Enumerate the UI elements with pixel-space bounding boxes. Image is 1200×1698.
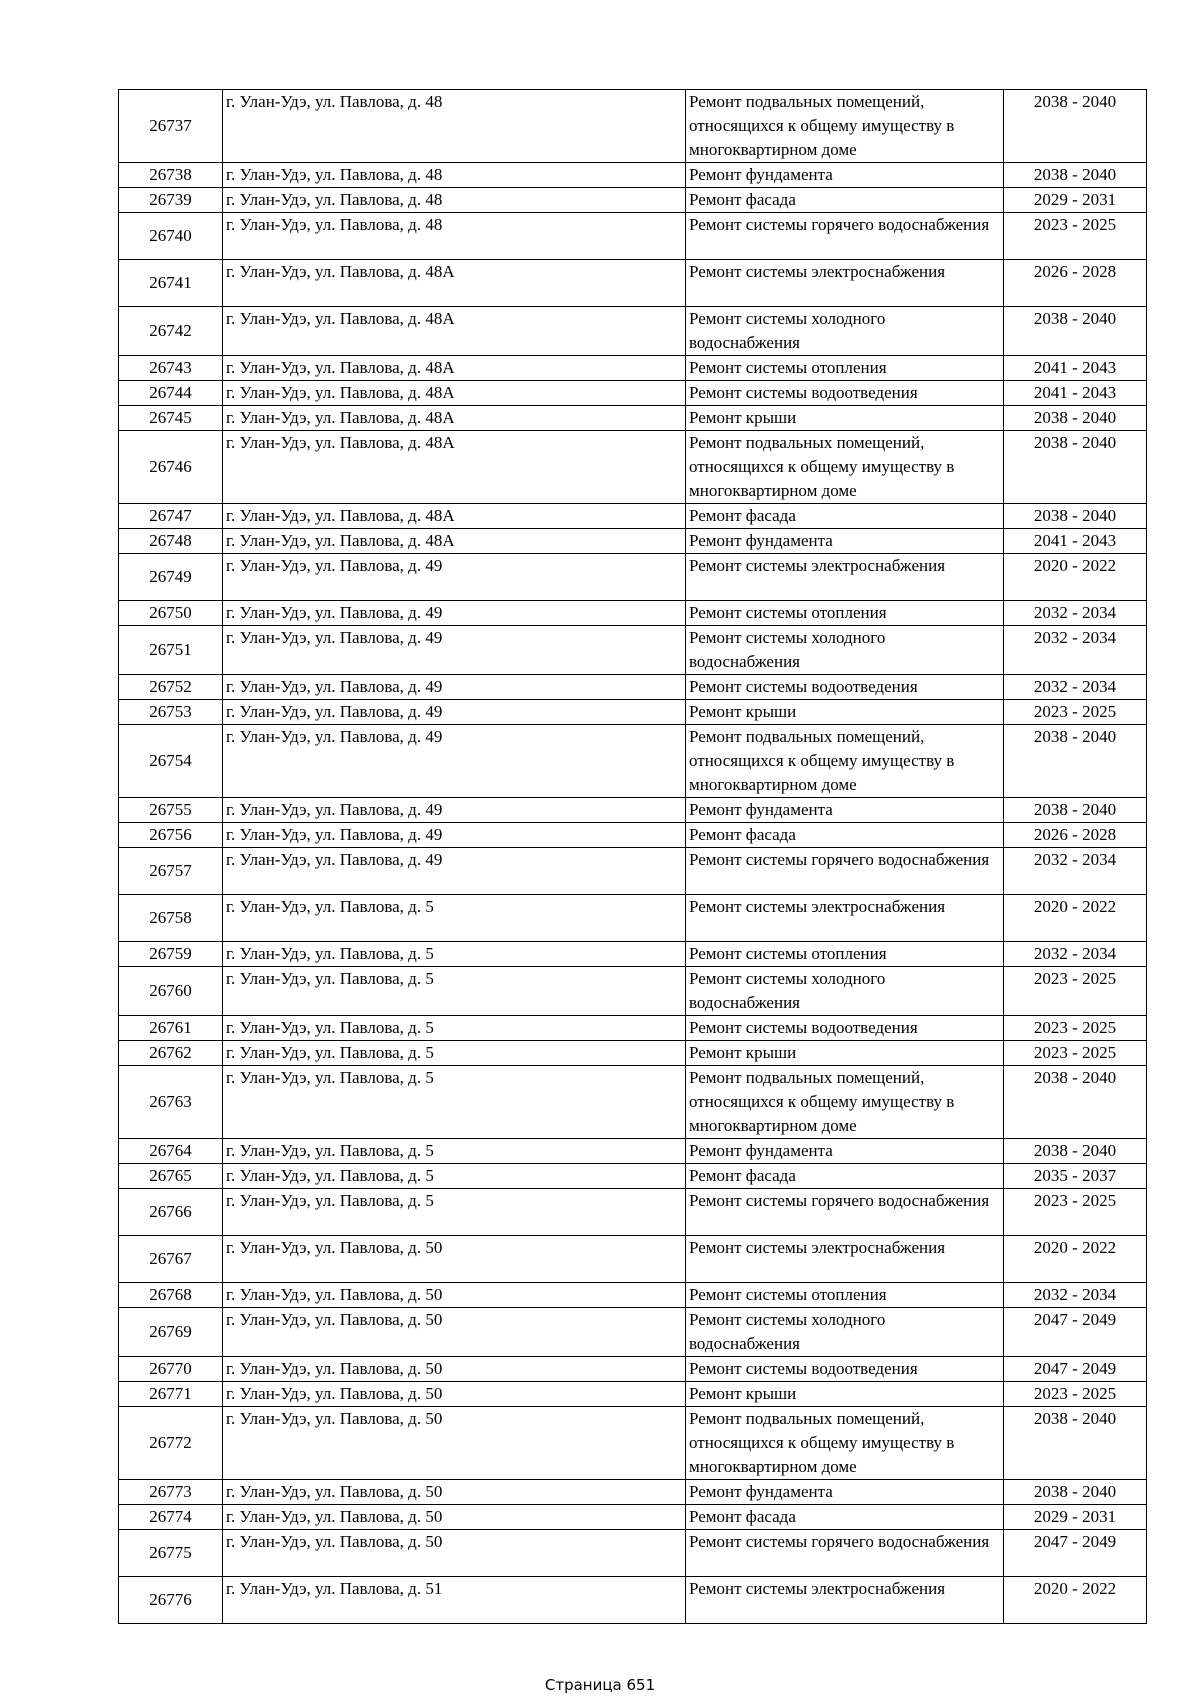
table-row [119,90,1147,163]
row-number-cell: 26762 [119,1041,223,1066]
address-cell: г. Улан-Удэ, ул. Павлова, д. 5 [223,1189,686,1236]
period-cell: 2041 - 2043 [1004,381,1147,406]
period-cell: 2023 - 2025 [1004,1016,1147,1041]
work-type-cell: Ремонт фасада [686,1505,1004,1530]
address-cell: г. Улан-Удэ, ул. Павлова, д. 50 [223,1505,686,1530]
row-number-cell: 26757 [119,848,223,895]
work-type-cell: Ремонт системы горячего водоснабжения [686,1189,1004,1236]
row-number-cell: 26761 [119,1016,223,1041]
work-type-cell: Ремонт фасада [686,188,1004,213]
period-cell: 2047 - 2049 [1004,1530,1147,1577]
table-row [119,554,1147,601]
period-cell: 2038 - 2040 [1004,90,1147,163]
table-row [119,967,1147,1016]
period-cell: 2023 - 2025 [1004,213,1147,260]
period-cell: 2047 - 2049 [1004,1308,1147,1357]
work-type-cell: Ремонт подвальных помещений, относящихся к общему имуществу в многоквартирном доме [686,1066,1004,1139]
repair-schedule-table [118,89,1147,1624]
period-cell: 2026 - 2028 [1004,260,1147,307]
table-row [119,1164,1147,1189]
work-type-cell: Ремонт фасада [686,504,1004,529]
period-cell: 2023 - 2025 [1004,967,1147,1016]
period-cell: 2038 - 2040 [1004,725,1147,798]
period-cell: 2029 - 2031 [1004,188,1147,213]
table-row [119,1189,1147,1236]
address-cell: г. Улан-Удэ, ул. Павлова, д. 5 [223,1164,686,1189]
period-cell: 2038 - 2040 [1004,307,1147,356]
work-type-cell: Ремонт системы электроснабжения [686,554,1004,601]
address-cell: г. Улан-Удэ, ул. Павлова, д. 48А [223,381,686,406]
work-type-cell: Ремонт системы холодного водоснабжения [686,1308,1004,1357]
table-row [119,163,1147,188]
table-body [119,90,1147,1624]
table-row [119,1382,1147,1407]
row-number-cell: 26759 [119,942,223,967]
address-cell: г. Улан-Удэ, ул. Павлова, д. 49 [223,675,686,700]
work-type-cell: Ремонт фасада [686,1164,1004,1189]
row-number-cell: 26750 [119,601,223,626]
work-type-cell: Ремонт фундамента [686,529,1004,554]
period-cell: 2026 - 2028 [1004,823,1147,848]
row-number-cell: 26767 [119,1236,223,1283]
address-cell: г. Улан-Удэ, ул. Павлова, д. 50 [223,1382,686,1407]
row-number-cell: 26758 [119,895,223,942]
address-cell: г. Улан-Удэ, ул. Павлова, д. 49 [223,554,686,601]
period-cell: 2032 - 2034 [1004,848,1147,895]
period-cell: 2038 - 2040 [1004,163,1147,188]
row-number-cell: 26751 [119,626,223,675]
page-number: Страница 651 [544,1676,656,1694]
period-cell: 2020 - 2022 [1004,1236,1147,1283]
row-number-cell: 26752 [119,675,223,700]
table-row [119,942,1147,967]
period-cell: 2023 - 2025 [1004,1382,1147,1407]
work-type-cell: Ремонт крыши [686,1041,1004,1066]
row-number-cell: 26771 [119,1382,223,1407]
address-cell: г. Улан-Удэ, ул. Павлова, д. 48А [223,356,686,381]
address-cell: г. Улан-Удэ, ул. Павлова, д. 49 [223,823,686,848]
period-cell: 2032 - 2034 [1004,601,1147,626]
period-cell: 2047 - 2049 [1004,1357,1147,1382]
work-type-cell: Ремонт системы водоотведения [686,1016,1004,1041]
period-cell: 2038 - 2040 [1004,1480,1147,1505]
table-row [119,1283,1147,1308]
address-cell: г. Улан-Удэ, ул. Павлова, д. 50 [223,1236,686,1283]
address-cell: г. Улан-Удэ, ул. Павлова, д. 48 [223,90,686,163]
address-cell: г. Улан-Удэ, ул. Павлова, д. 48А [223,529,686,554]
work-type-cell: Ремонт системы водоотведения [686,1357,1004,1382]
period-cell: 2041 - 2043 [1004,356,1147,381]
row-number-cell: 26760 [119,967,223,1016]
table-row [119,1139,1147,1164]
row-number-cell: 26748 [119,529,223,554]
table-row [119,529,1147,554]
period-cell: 2038 - 2040 [1004,1139,1147,1164]
work-type-cell: Ремонт системы отопления [686,942,1004,967]
table-row [119,1041,1147,1066]
row-number-cell: 26764 [119,1139,223,1164]
row-number-cell: 26738 [119,163,223,188]
work-type-cell: Ремонт системы горячего водоснабжения [686,848,1004,895]
table-row [119,626,1147,675]
work-type-cell: Ремонт системы отопления [686,601,1004,626]
work-type-cell: Ремонт системы горячего водоснабжения [686,213,1004,260]
work-type-cell: Ремонт системы водоотведения [686,381,1004,406]
row-number-cell: 26746 [119,431,223,504]
address-cell: г. Улан-Удэ, ул. Павлова, д. 50 [223,1480,686,1505]
work-type-cell: Ремонт фасада [686,823,1004,848]
address-cell: г. Улан-Удэ, ул. Павлова, д. 48А [223,431,686,504]
table-row [119,823,1147,848]
address-cell: г. Улан-Удэ, ул. Павлова, д. 5 [223,895,686,942]
work-type-cell: Ремонт крыши [686,700,1004,725]
row-number-cell: 26772 [119,1407,223,1480]
period-cell: 2032 - 2034 [1004,1283,1147,1308]
address-cell: г. Улан-Удэ, ул. Павлова, д. 5 [223,967,686,1016]
table-row [119,1016,1147,1041]
work-type-cell: Ремонт фундамента [686,798,1004,823]
row-number-cell: 26770 [119,1357,223,1382]
table-row [119,431,1147,504]
period-cell: 2020 - 2022 [1004,895,1147,942]
period-cell: 2038 - 2040 [1004,504,1147,529]
period-cell: 2032 - 2034 [1004,942,1147,967]
address-cell: г. Улан-Удэ, ул. Павлова, д. 49 [223,725,686,798]
work-type-cell: Ремонт фундамента [686,163,1004,188]
table-row [119,601,1147,626]
table-row [119,1505,1147,1530]
row-number-cell: 26737 [119,90,223,163]
period-cell: 2038 - 2040 [1004,1407,1147,1480]
address-cell: г. Улан-Удэ, ул. Павлова, д. 5 [223,1016,686,1041]
address-cell: г. Улан-Удэ, ул. Павлова, д. 51 [223,1577,686,1624]
work-type-cell: Ремонт фундамента [686,1480,1004,1505]
row-number-cell: 26768 [119,1283,223,1308]
row-number-cell: 26776 [119,1577,223,1624]
address-cell: г. Улан-Удэ, ул. Павлова, д. 50 [223,1308,686,1357]
table-row [119,504,1147,529]
table-row [119,381,1147,406]
period-cell: 2032 - 2034 [1004,675,1147,700]
table-row [119,675,1147,700]
work-type-cell: Ремонт системы холодного водоснабжения [686,967,1004,1016]
table-row [119,1480,1147,1505]
row-number-cell: 26740 [119,213,223,260]
work-type-cell: Ремонт системы горячего водоснабжения [686,1530,1004,1577]
table-row [119,307,1147,356]
work-type-cell: Ремонт системы холодного водоснабжения [686,626,1004,675]
row-number-cell: 26745 [119,406,223,431]
table-row [119,895,1147,942]
row-number-cell: 26747 [119,504,223,529]
work-type-cell: Ремонт системы электроснабжения [686,1577,1004,1624]
address-cell: г. Улан-Удэ, ул. Павлова, д. 5 [223,1041,686,1066]
table-row [119,1577,1147,1624]
period-cell: 2041 - 2043 [1004,529,1147,554]
period-cell: 2032 - 2034 [1004,626,1147,675]
table-row [119,848,1147,895]
address-cell: г. Улан-Удэ, ул. Павлова, д. 48 [223,213,686,260]
row-number-cell: 26754 [119,725,223,798]
period-cell: 2029 - 2031 [1004,1505,1147,1530]
work-type-cell: Ремонт фундамента [686,1139,1004,1164]
period-cell: 2035 - 2037 [1004,1164,1147,1189]
row-number-cell: 26749 [119,554,223,601]
period-cell: 2038 - 2040 [1004,1066,1147,1139]
row-number-cell: 26755 [119,798,223,823]
table-row [119,260,1147,307]
period-cell: 2023 - 2025 [1004,700,1147,725]
table-row [119,700,1147,725]
row-number-cell: 26742 [119,307,223,356]
row-number-cell: 26741 [119,260,223,307]
period-cell: 2038 - 2040 [1004,406,1147,431]
work-type-cell: Ремонт подвальных помещений, относящихся к общему имуществу в многоквартирном доме [686,725,1004,798]
table-row [119,1066,1147,1139]
row-number-cell: 26773 [119,1480,223,1505]
work-type-cell: Ремонт системы электроснабжения [686,260,1004,307]
table-row [119,725,1147,798]
work-type-cell: Ремонт крыши [686,406,1004,431]
work-type-cell: Ремонт крыши [686,1382,1004,1407]
period-cell: 2020 - 2022 [1004,1577,1147,1624]
address-cell: г. Улан-Удэ, ул. Павлова, д. 50 [223,1283,686,1308]
address-cell: г. Улан-Удэ, ул. Павлова, д. 48А [223,406,686,431]
table-row [119,356,1147,381]
work-type-cell: Ремонт системы холодного водоснабжения [686,307,1004,356]
row-number-cell: 26743 [119,356,223,381]
work-type-cell: Ремонт подвальных помещений, относящихся к общему имуществу в многоквартирном доме [686,1407,1004,1480]
row-number-cell: 26775 [119,1530,223,1577]
table-row [119,1308,1147,1357]
period-cell: 2020 - 2022 [1004,554,1147,601]
work-type-cell: Ремонт системы отопления [686,1283,1004,1308]
work-type-cell: Ремонт подвальных помещений, относящихся к общему имуществу в многоквартирном доме [686,90,1004,163]
period-cell: 2038 - 2040 [1004,431,1147,504]
table-row [119,1357,1147,1382]
row-number-cell: 26763 [119,1066,223,1139]
row-number-cell: 26753 [119,700,223,725]
address-cell: г. Улан-Удэ, ул. Павлова, д. 49 [223,626,686,675]
address-cell: г. Улан-Удэ, ул. Павлова, д. 50 [223,1357,686,1382]
row-number-cell: 26744 [119,381,223,406]
address-cell: г. Улан-Удэ, ул. Павлова, д. 48 [223,163,686,188]
period-cell: 2023 - 2025 [1004,1041,1147,1066]
address-cell: г. Улан-Удэ, ул. Павлова, д. 49 [223,798,686,823]
table-row [119,406,1147,431]
period-cell: 2038 - 2040 [1004,798,1147,823]
address-cell: г. Улан-Удэ, ул. Павлова, д. 50 [223,1530,686,1577]
row-number-cell: 26765 [119,1164,223,1189]
address-cell: г. Улан-Удэ, ул. Павлова, д. 48А [223,307,686,356]
address-cell: г. Улан-Удэ, ул. Павлова, д. 49 [223,700,686,725]
table-row [119,213,1147,260]
table-row [119,188,1147,213]
address-cell: г. Улан-Удэ, ул. Павлова, д. 48 [223,188,686,213]
address-cell: г. Улан-Удэ, ул. Павлова, д. 50 [223,1407,686,1480]
row-number-cell: 26774 [119,1505,223,1530]
work-type-cell: Ремонт системы электроснабжения [686,1236,1004,1283]
table-row [119,1236,1147,1283]
table-row [119,1407,1147,1480]
address-cell: г. Улан-Удэ, ул. Павлова, д. 5 [223,942,686,967]
address-cell: г. Улан-Удэ, ул. Павлова, д. 48А [223,504,686,529]
work-type-cell: Ремонт подвальных помещений, относящихся к общему имуществу в многоквартирном доме [686,431,1004,504]
row-number-cell: 26739 [119,188,223,213]
table-row [119,798,1147,823]
address-cell: г. Улан-Удэ, ул. Павлова, д. 49 [223,848,686,895]
address-cell: г. Улан-Удэ, ул. Павлова, д. 5 [223,1139,686,1164]
work-type-cell: Ремонт системы отопления [686,356,1004,381]
work-type-cell: Ремонт системы водоотведения [686,675,1004,700]
address-cell: г. Улан-Удэ, ул. Павлова, д. 48А [223,260,686,307]
address-cell: г. Улан-Удэ, ул. Павлова, д. 49 [223,601,686,626]
period-cell: 2023 - 2025 [1004,1189,1147,1236]
row-number-cell: 26766 [119,1189,223,1236]
work-type-cell: Ремонт системы электроснабжения [686,895,1004,942]
address-cell: г. Улан-Удэ, ул. Павлова, д. 5 [223,1066,686,1139]
row-number-cell: 26756 [119,823,223,848]
table-row [119,1530,1147,1577]
row-number-cell: 26769 [119,1308,223,1357]
